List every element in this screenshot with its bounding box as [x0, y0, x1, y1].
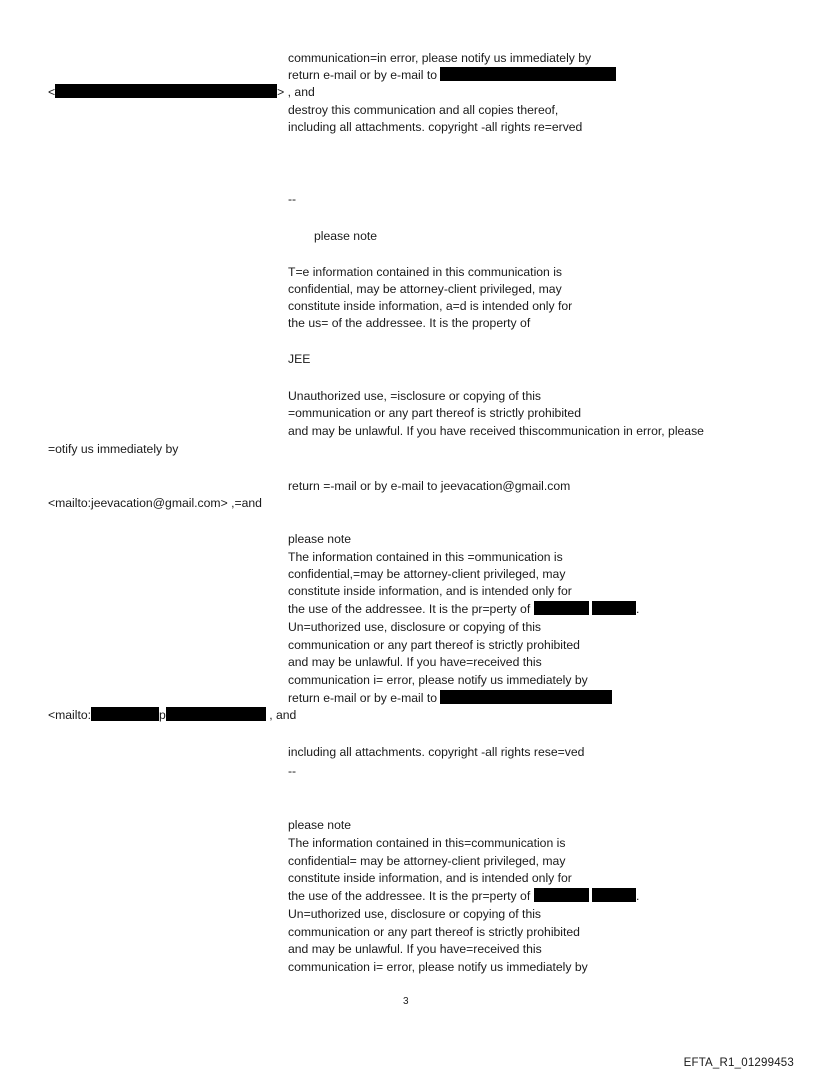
separator-text: -- — [288, 764, 297, 778]
redaction-bar — [534, 888, 589, 902]
text-line: JEE — [288, 352, 311, 366]
text-line — [288, 601, 639, 618]
page-number: 3 — [403, 996, 409, 1007]
text-line: and may be unlawful. If you have received thiscommunication in error, please — [288, 424, 704, 438]
text-line: <mailto:jeevacation@gmail.com> ,=and — [48, 496, 262, 510]
text-segment: , and — [287, 85, 315, 99]
text-line: constitute inside information, and is intended only for — [288, 871, 572, 885]
text-segment: p — [159, 708, 166, 722]
document-id-footer: EFTA_R1_01299453 — [683, 1057, 794, 1069]
redaction-bar — [55, 84, 277, 98]
redaction-bar — [592, 601, 636, 615]
text-line: =otify us immediately by — [48, 442, 179, 456]
redaction-bar — [534, 601, 589, 615]
text-line: communication=in error, please notify us immediately by — [288, 51, 592, 65]
redaction-bar — [592, 888, 636, 902]
text-segment: the use of the addressee. It is the pr=perty of — [288, 602, 531, 616]
text-line — [48, 84, 315, 101]
text-segment: return e-mail or by e-mail to — [288, 68, 438, 82]
text-line: including all attachments. copyright -all rights re=erved — [288, 120, 583, 134]
text-segment: , and — [269, 708, 297, 722]
text-line: and may be unlawful. If you have=received this — [288, 655, 542, 669]
text-line: including all attachments. copyright -all rights rese=ved — [288, 745, 585, 759]
text-line: The information contained in this=communication is — [288, 836, 566, 850]
text-line: confidential,=may be attorney-client privileged, may — [288, 567, 566, 581]
redaction-bar — [440, 67, 616, 81]
redaction-bar — [91, 707, 159, 721]
text-line: The information contained in this =ommunication is — [288, 550, 563, 564]
text-line: communication i= error, please notify us immediately by — [288, 673, 588, 687]
text-line: =ommunication or any part thereof is strictly prohibited — [288, 406, 581, 420]
text-segment: . — [635, 889, 640, 903]
text-segment: return e-mail or by e-mail to — [288, 691, 438, 705]
text-line: confidential, may be attorney-client privileged, may — [288, 282, 562, 296]
text-line: confidential= may be attorney-client privileged, may — [288, 854, 566, 868]
text-line: T=e information contained in this communication is — [288, 265, 563, 279]
text-line: communication or any part thereof is strictly prohibited — [288, 925, 580, 939]
text-line: Un=uthorized use, disclosure or copying of this — [288, 620, 542, 634]
text-segment: <mailto: — [48, 708, 92, 722]
text-line: communication or any part thereof is strictly prohibited — [288, 638, 580, 652]
text-line: the us= of the addressee. It is the property of — [288, 316, 531, 330]
text-segment: the use of the addressee. It is the pr=perty of — [288, 889, 531, 903]
text-segment: . — [635, 602, 640, 616]
separator-text: -- — [288, 192, 297, 206]
text-line — [48, 707, 296, 724]
redaction-bar — [166, 707, 266, 721]
text-line: Unauthorized use, =isclosure or copying of this — [288, 389, 542, 403]
text-line: constitute inside information, a=d is intended only for — [288, 299, 573, 313]
text-segment: > — [277, 85, 285, 99]
text-line — [288, 67, 616, 84]
text-line: Un=uthorized use, disclosure or copying of this — [288, 907, 542, 921]
text-line: please note — [288, 532, 352, 546]
text-line — [288, 888, 639, 905]
text-line: please note — [314, 229, 378, 243]
text-line: destroy this communication and all copies thereof, — [288, 103, 559, 117]
text-line: constitute inside information, and is intended only for — [288, 584, 572, 598]
text-line: please note — [288, 818, 352, 832]
text-line: communication i= error, please notify us immediately by — [288, 960, 588, 974]
text-line: return =-mail or by e-mail to jeevacation@gmail.com — [288, 479, 571, 493]
text-line — [288, 690, 612, 707]
text-line: and may be unlawful. If you have=received this — [288, 942, 542, 956]
text-segment: < — [48, 85, 56, 99]
redaction-bar — [440, 690, 612, 704]
